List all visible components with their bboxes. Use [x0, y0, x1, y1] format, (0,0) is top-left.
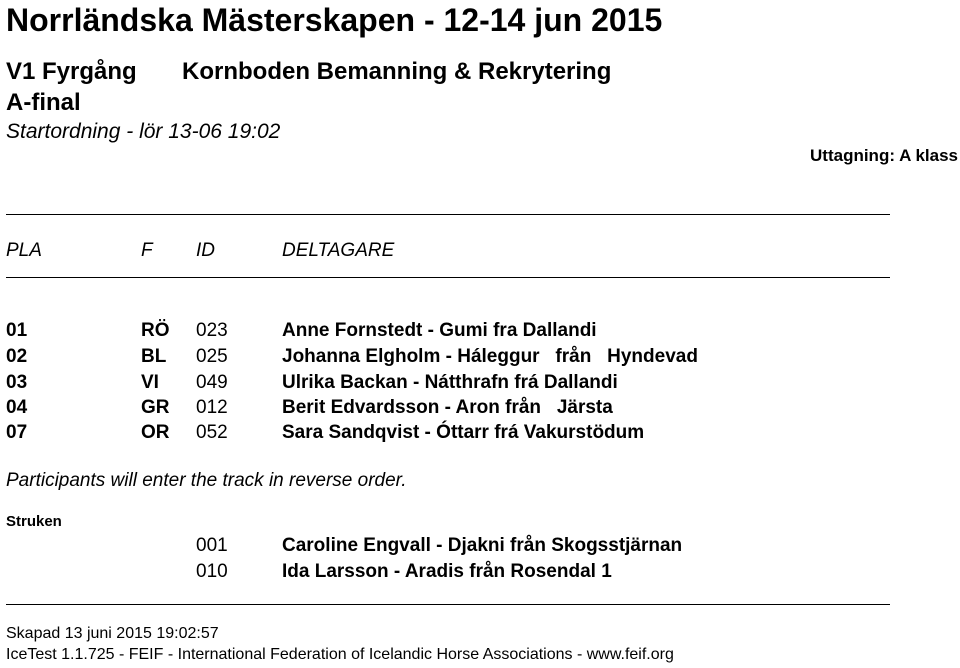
participant-row: [0, 346, 960, 372]
participant-color: GR: [141, 397, 170, 418]
participant-pla: 03: [6, 372, 28, 393]
participant-pla: 04: [6, 397, 28, 418]
column-header-f: F: [141, 240, 153, 261]
participant-id: 025: [196, 346, 228, 367]
participant-color: BL: [141, 346, 167, 367]
software-credit: IceTest 1.1.725 - FEIF - International Federation of Icelandic Horse Associations - www.feif.org: [6, 646, 674, 663]
class-name: V1 Fyrgång: [6, 58, 137, 85]
withdrawn-name: Caroline Engvall - Djakni från Skogsstjärnan: [282, 535, 683, 556]
participant-name: Anne Fornstedt - Gumi fra Dallandi: [282, 320, 597, 341]
start-order-subtitle: Startordning - lör 13-06 19:02: [6, 120, 281, 143]
participant-id: 052: [196, 422, 228, 443]
column-header-pla: PLA: [6, 240, 42, 261]
participant-color: VI: [141, 372, 159, 393]
participant-pla: 07: [6, 422, 28, 443]
participant-id: 049: [196, 372, 228, 393]
withdrawn-label: Struken: [6, 513, 62, 530]
reverse-order-note: Participants will enter the track in reverse order.: [6, 470, 407, 491]
participant-name: Ulrika Backan - Nátthrafn frá Dallandi: [282, 372, 618, 393]
participant-name: Johanna Elgholm - Háleggur från Hyndevad: [282, 346, 698, 367]
participant-row: [0, 320, 960, 346]
selection-label: Uttagning: A klass: [810, 146, 958, 165]
participant-pla: 02: [6, 346, 28, 367]
participant-pla: 01: [6, 320, 28, 341]
participant-color: RÖ: [141, 320, 170, 341]
page-title: Norrländska Mästerskapen - 12-14 jun 2015: [6, 2, 663, 38]
withdrawn-row: [0, 535, 960, 561]
withdrawn-row: [0, 561, 960, 587]
participant-row: [0, 422, 960, 448]
column-header-participants: DELTAGARE: [282, 240, 395, 261]
class-sponsor: Kornboden Bemanning & Rekrytering: [182, 58, 612, 85]
withdrawn-id: 010: [196, 561, 228, 582]
final-label: A-final: [6, 89, 81, 116]
participant-id: 023: [196, 320, 228, 341]
participant-row: [0, 372, 960, 398]
participant-name: Berit Edvardsson - Aron från Järsta: [282, 397, 613, 418]
created-timestamp: Skapad 13 juni 2015 19:02:57: [6, 625, 219, 642]
footer-rule: [6, 604, 890, 605]
participant-color: OR: [141, 422, 170, 443]
header-top-rule: [6, 214, 890, 215]
column-header-id: ID: [196, 240, 215, 261]
withdrawn-id: 001: [196, 535, 228, 556]
participant-row: [0, 397, 960, 423]
withdrawn-name: Ida Larsson - Aradis från Rosendal 1: [282, 561, 612, 582]
participant-id: 012: [196, 397, 228, 418]
header-bottom-rule: [6, 277, 890, 278]
participant-name: Sara Sandqvist - Óttarr frá Vakurstödum: [282, 422, 645, 443]
